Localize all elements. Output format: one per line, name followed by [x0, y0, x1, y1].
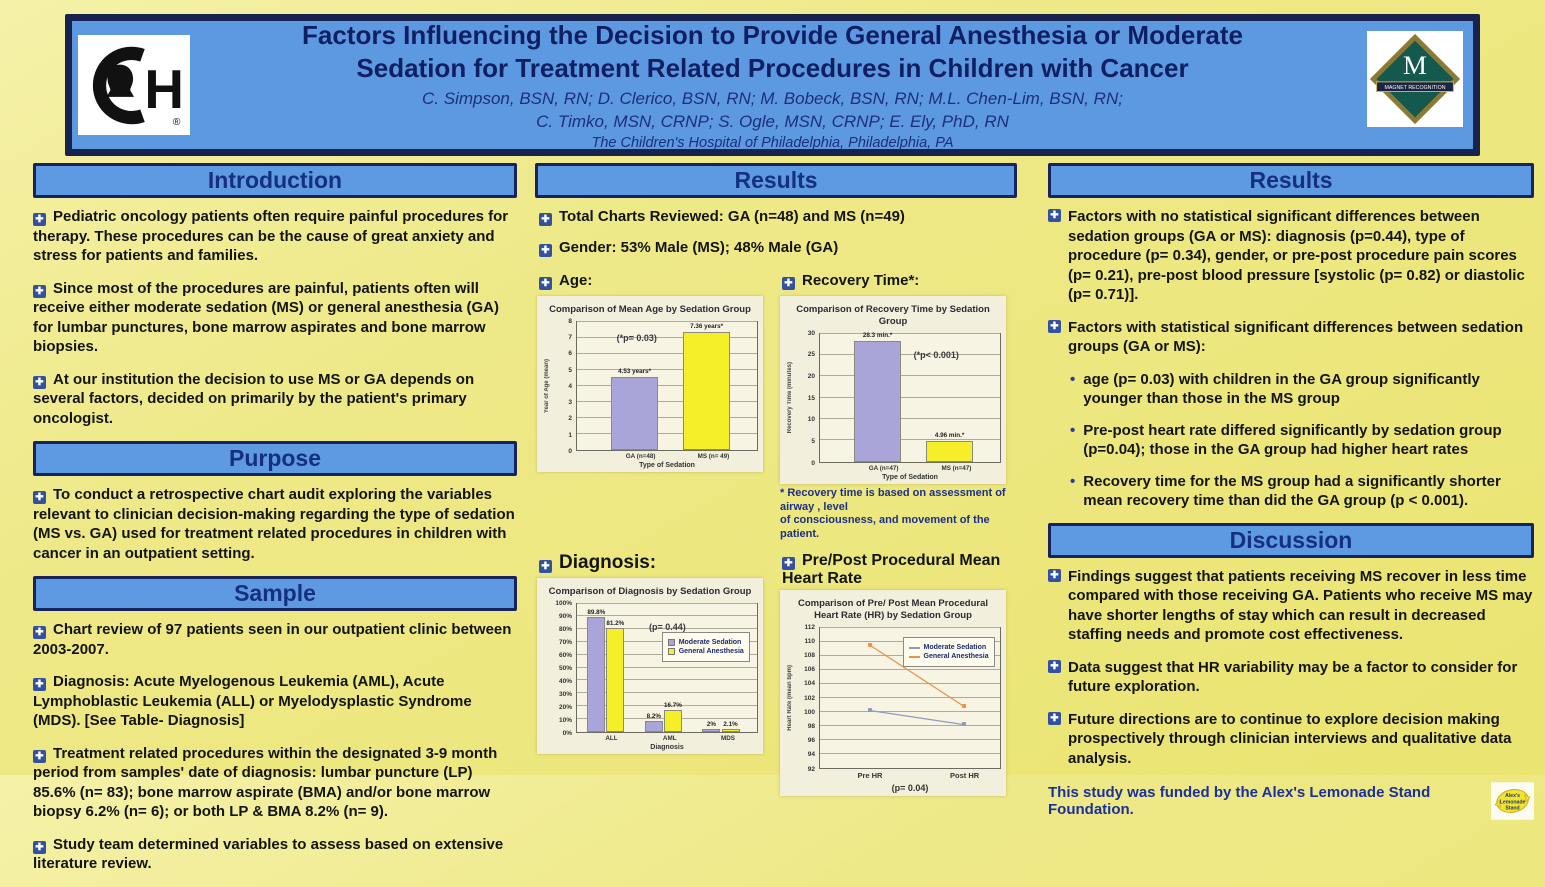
funding-text: This study was funded by the Alex's Lemonade Stand Foundation.	[1048, 784, 1431, 818]
sample-bullet-text: Treatment related procedures within the designated 3-9 month period from samples' date of diagnosis: lumbar puncture (LP) 85.6% (n= 83); bone marrow aspirate (BMA) and/or bone marrow biopsy 6.2% (n= 6); or both LP & BMA 8.2% (n= 9).	[33, 744, 498, 820]
cross-bullet-icon: ✚	[33, 626, 46, 639]
magnet-m-letter: M	[1403, 50, 1427, 81]
chart-plot-area: 4.53 years* 7.36 years* (*p= 0.03)	[576, 321, 758, 451]
chart-plot-area: 89.8% 8.2% 2% 81.2% 16.7% 2.1% Moderate Sedation General Anesthesia (p= 0.44)	[576, 603, 758, 733]
title-line-1: Factors Influencing the Decision to Provide General Anesthesia or Moderate	[301, 20, 1244, 51]
cross-bullet-icon: ✚	[539, 277, 552, 290]
purpose-header: Purpose	[33, 441, 517, 476]
chart-x-axis: Pre HR Post HR	[857, 770, 980, 780]
heart-rate-label: ✚ Pre/Post Procedural Mean Heart Rate	[782, 551, 1001, 587]
dot-bullet-icon: •	[1070, 370, 1076, 388]
intro-bullet-text: Since most of the procedures are painful, patients often will receive either moderate sedation (MS) or general anesthesia (GA) for lumbar punctures, bone marrow aspirates and bone marrow biopsies.	[33, 279, 499, 355]
p-value-annotation: (p= 0.04)	[891, 782, 929, 793]
intro-bullet-text: Pediatric oncology patients often require painful procedures for therapy. These procedures can be the cause of great anxiety and stress for patients and families.	[33, 208, 509, 264]
cross-bullet-icon: ✚	[1048, 569, 1061, 582]
chart-title: Comparison of Recovery Time by Sedation Group	[796, 304, 990, 327]
diagnosis-label: ✚ Diagnosis:	[539, 552, 774, 574]
chart-x-axis: ALL AML MDS	[605, 734, 735, 742]
cross-bullet-icon: ✚	[1048, 660, 1061, 673]
poster-header	[65, 14, 1480, 156]
chop-h-letter: H	[144, 58, 185, 121]
recovery-cell	[780, 268, 1023, 542]
bar-AML-General Anesthesia	[664, 710, 682, 731]
right-column	[1048, 163, 1534, 821]
bar-MDS-General Anesthesia	[722, 729, 740, 732]
cross-bullet-icon: ✚	[539, 244, 552, 257]
funding-row	[1048, 781, 1534, 821]
cross-bullet-icon: ✚	[33, 841, 46, 854]
intro-bullet	[33, 207, 517, 266]
chart-title: Comparison of Diagnosis by Sedation Group	[548, 585, 752, 597]
diagnosis-cell	[537, 542, 774, 796]
cross-bullet-icon: ✚	[1048, 320, 1061, 333]
chart-title: Comparison of Mean Age by Sedation Group	[549, 304, 751, 315]
cross-bullet-icon: ✚	[782, 277, 795, 290]
purpose-bullet-text: To conduct a retrospective chart audit exploring the variables relevant to clinician decision-making regarding the type of sedation (MS vs. GA) used for treatment related procedures in children with cancer in an outpatient setting.	[33, 486, 515, 562]
authors	[302, 88, 1243, 132]
cross-bullet-icon: ✚	[1048, 209, 1061, 222]
sample-bullet-text: Study team determined variables to assess based on extensive literature review.	[33, 835, 504, 872]
total-charts-text: Total Charts Reviewed: GA (n=48) and MS (n=49)	[559, 208, 905, 225]
cross-bullet-icon: ✚	[33, 491, 46, 504]
cross-bullet-icon: ✚	[33, 285, 46, 298]
discussion-bullet: ✚ Findings suggest that patients receiving MS recover in less time compared with those receiving GA. Patients who receive MS may have shorter lengths of stay which can result in decreased staffing needs and promote cost effectiveness.	[1048, 567, 1534, 645]
age-bar-chart	[537, 296, 763, 472]
authors-line-1: C. Simpson, BSN, RN; D. Clerico, BSN, RN; M. Bobeck, BSN, RN; M.L. Chen-Lim, BSN, RN;	[422, 89, 1123, 109]
left-column	[33, 163, 517, 887]
results-right-header: Results	[1048, 163, 1534, 198]
cross-bullet-icon: ✚	[539, 560, 552, 573]
alexs-lemonade-logo	[1491, 781, 1534, 821]
bar-MS (n= 49)	[683, 332, 730, 450]
discussion-bullet: ✚ Data suggest that HR variability may be a factor to consider for future exploration.	[1048, 658, 1534, 697]
gender-text: Gender: 53% Male (MS); 48% Male (GA)	[559, 238, 839, 256]
results-sub-bullet: • age (p= 0.03) with children in the GA group significantly younger than those in the MS group	[1070, 370, 1480, 407]
chart-legend: Moderate Sedation General Anesthesia	[662, 632, 750, 662]
magnet-banner-text: MAGNET RECOGNITION	[1384, 85, 1446, 92]
poster-title	[302, 19, 1243, 84]
cross-bullet-icon: ✚	[33, 750, 46, 763]
cross-bullet-icon: ✚	[539, 213, 552, 226]
results-sub-bullet: • Recovery time for the MS group had a significantly shorter mean recovery time than did the GA group (p < 0.001).	[1070, 472, 1501, 509]
results-right-bullet: ✚ Factors with statistical significant differences between sedation groups (GA or MS):	[1048, 318, 1534, 357]
p-value-annotation: (*p= 0.03)	[616, 333, 657, 344]
results-bullet	[539, 238, 1017, 258]
dot-bullet-icon: •	[1070, 421, 1076, 439]
child-silhouette-icon	[107, 65, 134, 97]
bar-GA (n=47)	[854, 341, 901, 462]
heart-rate-line-chart	[780, 590, 1006, 796]
chart-legend: Moderate Sedation General Anesthesia	[903, 637, 995, 667]
intro-bullet	[33, 279, 517, 357]
svg-text:Stand: Stand	[1505, 805, 1520, 812]
chart-x-axis: GA (n=47) MS (n=47)	[868, 464, 972, 472]
bar-MDS-Moderate Sedation	[702, 729, 720, 732]
chart-x-axis-title: Type of Sedation	[882, 473, 938, 481]
recovery-footnote: * Recovery time is based on assessment of airway , level of consciousness, and movement of the patient.	[780, 486, 1006, 540]
cross-bullet-icon: ✚	[1048, 712, 1061, 725]
chart-y-axis: 0% 10% 20% 30% 40% 50% 60% 70% 80% 90% 100%	[555, 599, 572, 737]
recovery-bar-chart	[780, 296, 1006, 484]
chart-y-axis: 0 1 2 3 4 5 6 7 8	[568, 317, 572, 455]
discussion-header: Discussion	[1048, 523, 1534, 558]
sample-bullet	[33, 835, 517, 874]
chart-y-axis: 0 5 10 15 20 25 30	[807, 329, 815, 467]
introduction-header: Introduction	[33, 163, 517, 198]
diagnosis-grouped-bar-chart	[537, 578, 763, 754]
affiliation: The Children's Hospital of Philadelphia, Philadelphia, PA	[591, 134, 954, 151]
bar-AML-Moderate Sedation	[645, 721, 663, 731]
chart-plot-area	[819, 627, 1001, 769]
cross-bullet-icon: ✚	[33, 376, 46, 389]
heart-rate-cell	[780, 542, 1023, 796]
results-bullet	[539, 207, 1017, 227]
sample-bullet-text: Diagnosis: Acute Myelogenous Leukemia (AML), Acute Lymphoblastic Leukemia (ALL) or Myelodysplastic Syndrome (MDS). [See Table- Diagnosis]	[33, 673, 472, 729]
chart-y-axis-label: Recovery Time (minutes)	[787, 362, 793, 434]
title-line-2: Sedation for Treatment Related Procedures in Children with Cancer	[356, 52, 1189, 83]
bar-GA (n=48)	[611, 377, 658, 449]
sample-header: Sample	[33, 576, 517, 611]
magnet-recognition-logo	[1367, 31, 1463, 127]
sample-bullet	[33, 744, 517, 822]
intro-bullet-text: At our institution the decision to use MS or GA depends on several factors, decided on primarily by the patient's primary oncologist.	[33, 370, 475, 427]
age-cell	[537, 268, 774, 542]
results-sub-bullet: • Pre-post heart rate differed significantly by sedation group (p=0.04); those in the GA group had higher heart rates	[1070, 421, 1502, 458]
chart-y-axis: 92 94 96 98 100 102 104 106 108 110 112	[804, 623, 815, 773]
middle-column	[535, 163, 1017, 796]
chop-hospital-logo	[78, 35, 190, 135]
p-value-annotation: (*p< 0.001)	[913, 350, 959, 361]
svg-text:Alex's: Alex's	[1504, 793, 1520, 800]
sample-bullet-text: Chart review of 97 patients seen in our outpatient clinic between 2003-2007.	[33, 621, 512, 658]
results-middle-header: Results	[535, 163, 1017, 198]
results-right-bullet: ✚ Factors with no statistical significant differences between sedation groups (GA or MS): diagnosis (p=0.44), type of procedure (p= 0.34), gender, or pre-post procedure pain scores (p= 0.21), pre-post blood pressure [systolic (p= 0.82) or diastolic (p= 0.71)].	[1048, 207, 1534, 305]
chart-x-axis-title: Type of Sedation	[639, 461, 695, 469]
bar-ALL-General Anesthesia	[606, 628, 624, 732]
cross-bullet-icon: ✚	[33, 213, 46, 226]
p-value-annotation: (p= 0.44)	[649, 621, 686, 632]
dot-bullet-icon: •	[1070, 472, 1076, 490]
discussion-bullet: ✚ Future directions are to continue to explore decision making prospectively through clinician interviews and qualitative data analysis.	[1048, 710, 1534, 769]
chart-y-axis-label: Heart Rate (mean bpm)	[787, 664, 793, 731]
chart-x-axis-title: Diagnosis	[650, 743, 684, 751]
chart-y-axis-label: Year of Age (mean)	[544, 358, 550, 413]
purpose-bullet	[33, 485, 517, 563]
chart-y-axis-label	[542, 603, 552, 733]
chart-x-axis: GA (n=48) MS (n= 49)	[625, 452, 730, 460]
authors-line-2: C. Timko, MSN, CRNP; S. Ogle, MSN, CRNP; E. Ely, PhD, RN	[536, 111, 1009, 131]
recovery-label: ✚ Recovery Time*:	[782, 272, 1023, 290]
bar-ALL-Moderate Sedation	[587, 617, 605, 732]
sample-bullet	[33, 672, 517, 731]
svg-text:Lemonade: Lemonade	[1499, 799, 1526, 806]
intro-bullet	[33, 370, 517, 429]
age-label: ✚ Age:	[539, 272, 774, 290]
cross-bullet-icon: ✚	[33, 678, 46, 691]
registered-mark: ®	[172, 117, 181, 129]
sample-bullet	[33, 620, 517, 659]
chart-plot-area: 28.3 min.* 4.96 min.* (*p< 0.001)	[819, 333, 1001, 463]
bar-MS (n=47)	[926, 441, 973, 462]
cross-bullet-icon: ✚	[782, 557, 795, 570]
chart-title: Comparison of Pre/ Post Mean Procedural Heart Rate (HR) by Sedation Group	[797, 597, 989, 621]
